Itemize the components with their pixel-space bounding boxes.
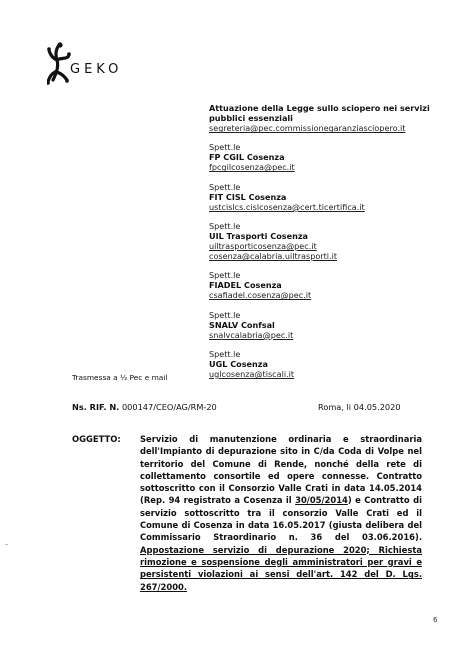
- recipient-email-link[interactable]: fpcgilcosenza@pec.it: [209, 162, 295, 173]
- page-number: 6: [433, 616, 438, 624]
- subject-text-part: ) e Contratto di servizio sottoscritto tra il consorzio Valle Crati ed il Comune di Cosenza in data 16.05.2017 (giusta delibera del Commissario Straordinario n. 36 del 03.06.2016).: [140, 495, 422, 543]
- subject-block: [72, 433, 422, 593]
- subject-text: [140, 433, 422, 593]
- recipient-name: FIT CISL Cosenza: [209, 191, 287, 202]
- recipient-list: [209, 103, 459, 388]
- recipient-entry: [209, 103, 459, 133]
- reference-line: [72, 402, 402, 412]
- transmission-note: Trasmessa a ½ Pec e mail: [72, 373, 168, 382]
- recipient-name: Attuazione della Legge sullo sciopero nei servizi pubblici essenziali: [209, 103, 430, 124]
- recipient-salutation: Spett.le: [209, 309, 241, 320]
- recipient-email-link[interactable]: segreteria@pec.commissionegaranziasciopero.it: [209, 123, 406, 134]
- recipient-salutation: Spett.le: [209, 142, 241, 153]
- recipient-salutation: Spett.le: [209, 348, 241, 359]
- recipient-entry: [209, 182, 459, 212]
- document-date: Roma, li 04.05.2020: [318, 402, 401, 412]
- subject-text-underlined: Appostazione servizio di depurazione 2020; Richiesta rimozione e sospensione degli amministratori per gravi e persistenti violazioni ai sensi dell'art. 142 del D. Lgs. 267/2000.: [140, 544, 422, 592]
- recipient-email-link[interactable]: uglcosenza@tiscali.it: [209, 368, 295, 379]
- recipient-entry: [209, 349, 459, 379]
- recipient-name: SNALV Confsal: [209, 319, 275, 330]
- margin-mark: –: [5, 541, 8, 548]
- recipient-salutation: Spett.le: [209, 220, 241, 231]
- recipient-entry: [209, 310, 459, 340]
- subject-text-underlined: 30/05/2014: [295, 495, 348, 506]
- recipient-name: FP CGIL Cosenza: [209, 152, 285, 163]
- recipient-salutation: Spett.le: [209, 270, 241, 281]
- recipient-entry: [209, 221, 459, 261]
- recipient-email-link[interactable]: snalvcalabria@pec.it: [209, 329, 294, 340]
- recipient-name: UGL Cosenza: [209, 358, 268, 369]
- recipient-entry: [209, 142, 459, 172]
- recipient-salutation: Spett.le: [209, 181, 241, 192]
- recipient-entry: [209, 270, 459, 300]
- recipient-email-link[interactable]: csafiadel.cosenza@pec.it: [209, 290, 312, 301]
- recipient-email-link[interactable]: uiltrasporticosenza@pec.it: [209, 241, 317, 252]
- reference-label: Ns. RIF. N.: [72, 402, 120, 412]
- subject-label: OGGETTO:: [72, 434, 121, 444]
- recipient-name: FIADEL Cosenza: [209, 280, 282, 291]
- recipient-email-link[interactable]: ustcislcs.cislcosenza@cert.ticertifica.it: [209, 201, 365, 212]
- subject-text-part: Servizio di manutenzione ordinaria e straordinaria dell'Impianto di depurazione sito in C/da Coda di Volpe nel territorio del Comune di Rende, nonché della rete di collettamento consortile ed opere connesse. Contratto sottoscritto con il Consorzio Valle Crati in data 14.05.2014 (Rep. 94 registrato a Cosenza il: [140, 434, 422, 506]
- reference-number: 000147/CEO/AG/RM-20: [121, 402, 217, 412]
- recipient-email-link[interactable]: cosenza@calabria.uiltrasporti.it: [209, 251, 338, 262]
- recipient-name: UIL Trasporti Cosenza: [209, 230, 309, 241]
- company-name: GEKO: [70, 62, 123, 77]
